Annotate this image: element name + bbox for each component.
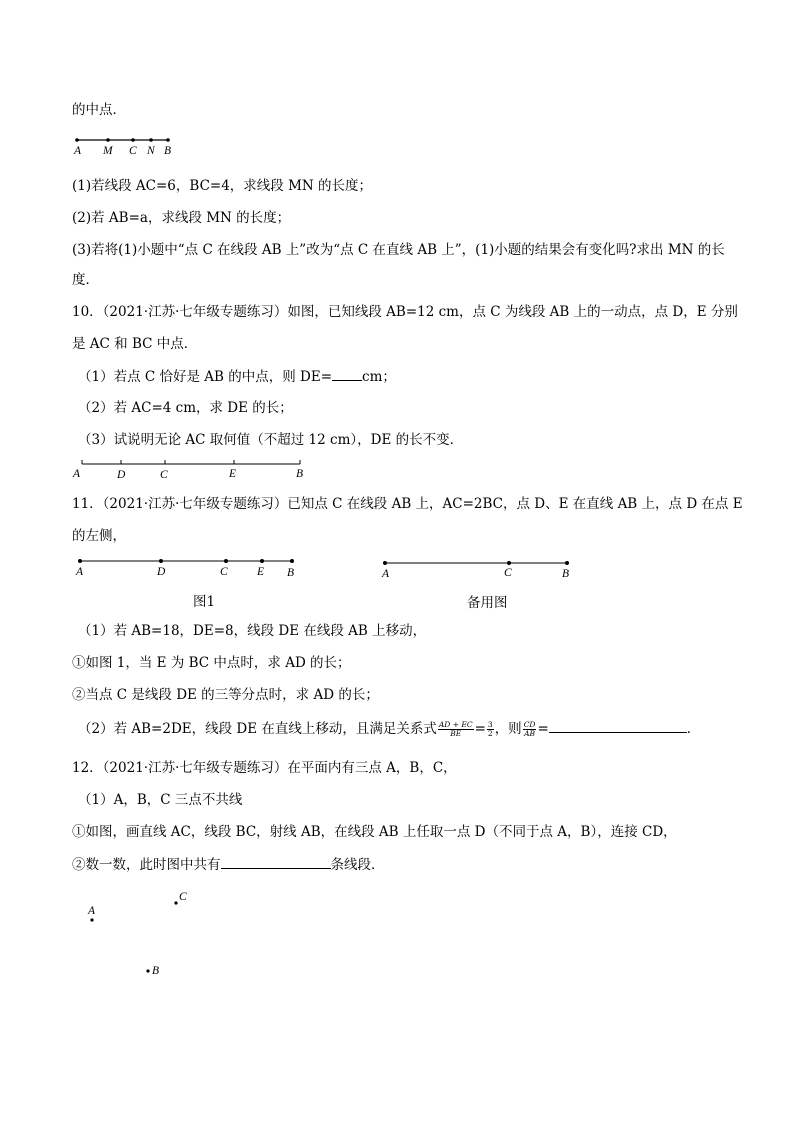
q12-part1: （1）A，B，C 三点不共线 — [78, 792, 243, 808]
q12-part1-a: ①如图，画直线 AC，线段 BC，射线 AB，在线段 AB 上任取一点 D（不同于点 A，B），连接 CD， — [72, 824, 677, 840]
fig9-point-n — [149, 138, 153, 142]
fig10-label-e: E — [229, 468, 237, 480]
fig9-label-c: C — [129, 145, 137, 157]
continued-text: 的中点． — [72, 102, 126, 118]
q12-part1-b-unit: 条线段． — [330, 857, 385, 873]
fig11-caption-1: 图1 — [193, 594, 216, 610]
q11-answer-blank[interactable] — [549, 718, 687, 733]
fig11-label-d: D — [157, 566, 166, 578]
q9-part3-line2: 度． — [72, 272, 99, 288]
q10-part1-text: （1）若点 C 恰好是 AB 的中点，则 DE= — [78, 369, 333, 385]
q11-stem-line2: 的左侧， — [72, 528, 126, 544]
q10-part2: （2）若 AC=4 cm，求 DE 的长； — [78, 400, 293, 416]
fraction-ad-ec-over-be: $\frac{AD + EC}{BE}$ — [438, 720, 473, 738]
q10-stem-line1: 10．（2021·江苏·七年级专题练习）如图，已知线段 AB=12 cm，点 C 为线段 AB 上的一动点，点 D，E 分别 — [72, 304, 738, 320]
q10-stem-line2: 是 AC 和 BC 中点． — [72, 336, 198, 352]
fig11-spare-label-c: C — [504, 567, 512, 579]
q11-part2: （2）若 AB=2DE，线段 DE 在直线上移动，且满足关系式 $\frac{AD + EC}{BE}$ = $\frac{3}{2}$ ，则 $\frac{CD}{AB}$ = ． — [78, 720, 701, 738]
q10-answer-blank[interactable] — [332, 366, 362, 381]
fig11-spare-label-b: B — [562, 568, 570, 580]
fig11-label-e: E — [257, 566, 265, 578]
q10-part1-unit: cm； — [362, 369, 396, 385]
fraction-cd-over-ab: $\frac{CD}{AB}$ — [523, 720, 536, 738]
fig9-point-a — [75, 138, 79, 142]
fig11-label-a: A — [76, 566, 84, 578]
fig9-label-b: B — [164, 145, 172, 157]
fig12-label-c: C — [179, 891, 187, 903]
fig10-label-b: B — [296, 468, 304, 480]
q11-part2-text: （2）若 AB=2DE，线段 DE 在直线上移动，且满足关系式 — [78, 721, 437, 737]
q11-stem-line1: 11．（2021·江苏·七年级专题练习）已知点 C 在线段 AB 上，AC=2BC，点 D、E 在直线 AB 上，点 D 在点 E — [72, 496, 743, 512]
fig11-label-c: C — [220, 566, 228, 578]
q11-part1-a: ①如图 1，当 E 为 BC 中点时，求 AD 的长； — [72, 655, 351, 671]
fig12-label-a: A — [88, 905, 96, 917]
fig9-label-m: M — [103, 145, 113, 157]
q9-part3-line1: (3)若将(1)小题中“点 C 在线段 AB 上”改为“点 C 在直线 AB 上”，(1)小题的结果会有变化吗?求出 MN 的长 — [72, 242, 725, 258]
fig11-caption-spare: 备用图 — [467, 595, 508, 611]
fraction-three-halves: $\frac{3}{2}$ — [487, 720, 493, 738]
q11-part1-b: ②当点 C 是线段 DE 的三等分点时，求 AD 的长； — [72, 687, 379, 703]
fig11-spare-label-a: A — [382, 568, 390, 580]
fig9-point-c — [131, 138, 135, 142]
fig9-point-b — [166, 138, 170, 142]
q11-part1: （1）若 AB=18，DE=8，线段 DE 在线段 AB 上移动， — [78, 623, 427, 639]
fig9-label-a: A — [74, 145, 82, 157]
fig10-label-a: A — [73, 468, 81, 480]
fig9-segment — [75, 138, 170, 142]
fig10-label-d: D — [117, 469, 126, 481]
fig10-label-c: C — [160, 469, 168, 481]
fig9-label-n: N — [147, 145, 155, 157]
q12-part1-b — [72, 854, 385, 875]
fig12-points — [90, 901, 177, 972]
q12-part1-b-text: ②数一数，此时图中共有 — [72, 857, 221, 873]
q10-part1 — [78, 366, 396, 387]
q9-part1: (1)若线段 AC=6，BC=4，求线段 MN 的长度； — [72, 178, 373, 194]
q12-stem: 12．（2021·江苏·七年级专题练习）在平面内有三点 A，B，C， — [72, 760, 457, 776]
fig11-spare-figure — [383, 561, 569, 565]
fig11-label-b: B — [287, 567, 295, 579]
q12-answer-blank[interactable] — [221, 854, 331, 869]
q10-part3: （3）试说明无论 AC 取何值（不超过 12 cm），DE 的长不变． — [78, 432, 464, 448]
fig10-segment — [82, 460, 300, 464]
q9-part2: (2)若 AB=a，求线段 MN 的长度； — [72, 210, 291, 226]
fig12-label-b: B — [152, 965, 160, 977]
fig11-figure1 — [78, 559, 294, 563]
fig9-point-m — [106, 138, 110, 142]
